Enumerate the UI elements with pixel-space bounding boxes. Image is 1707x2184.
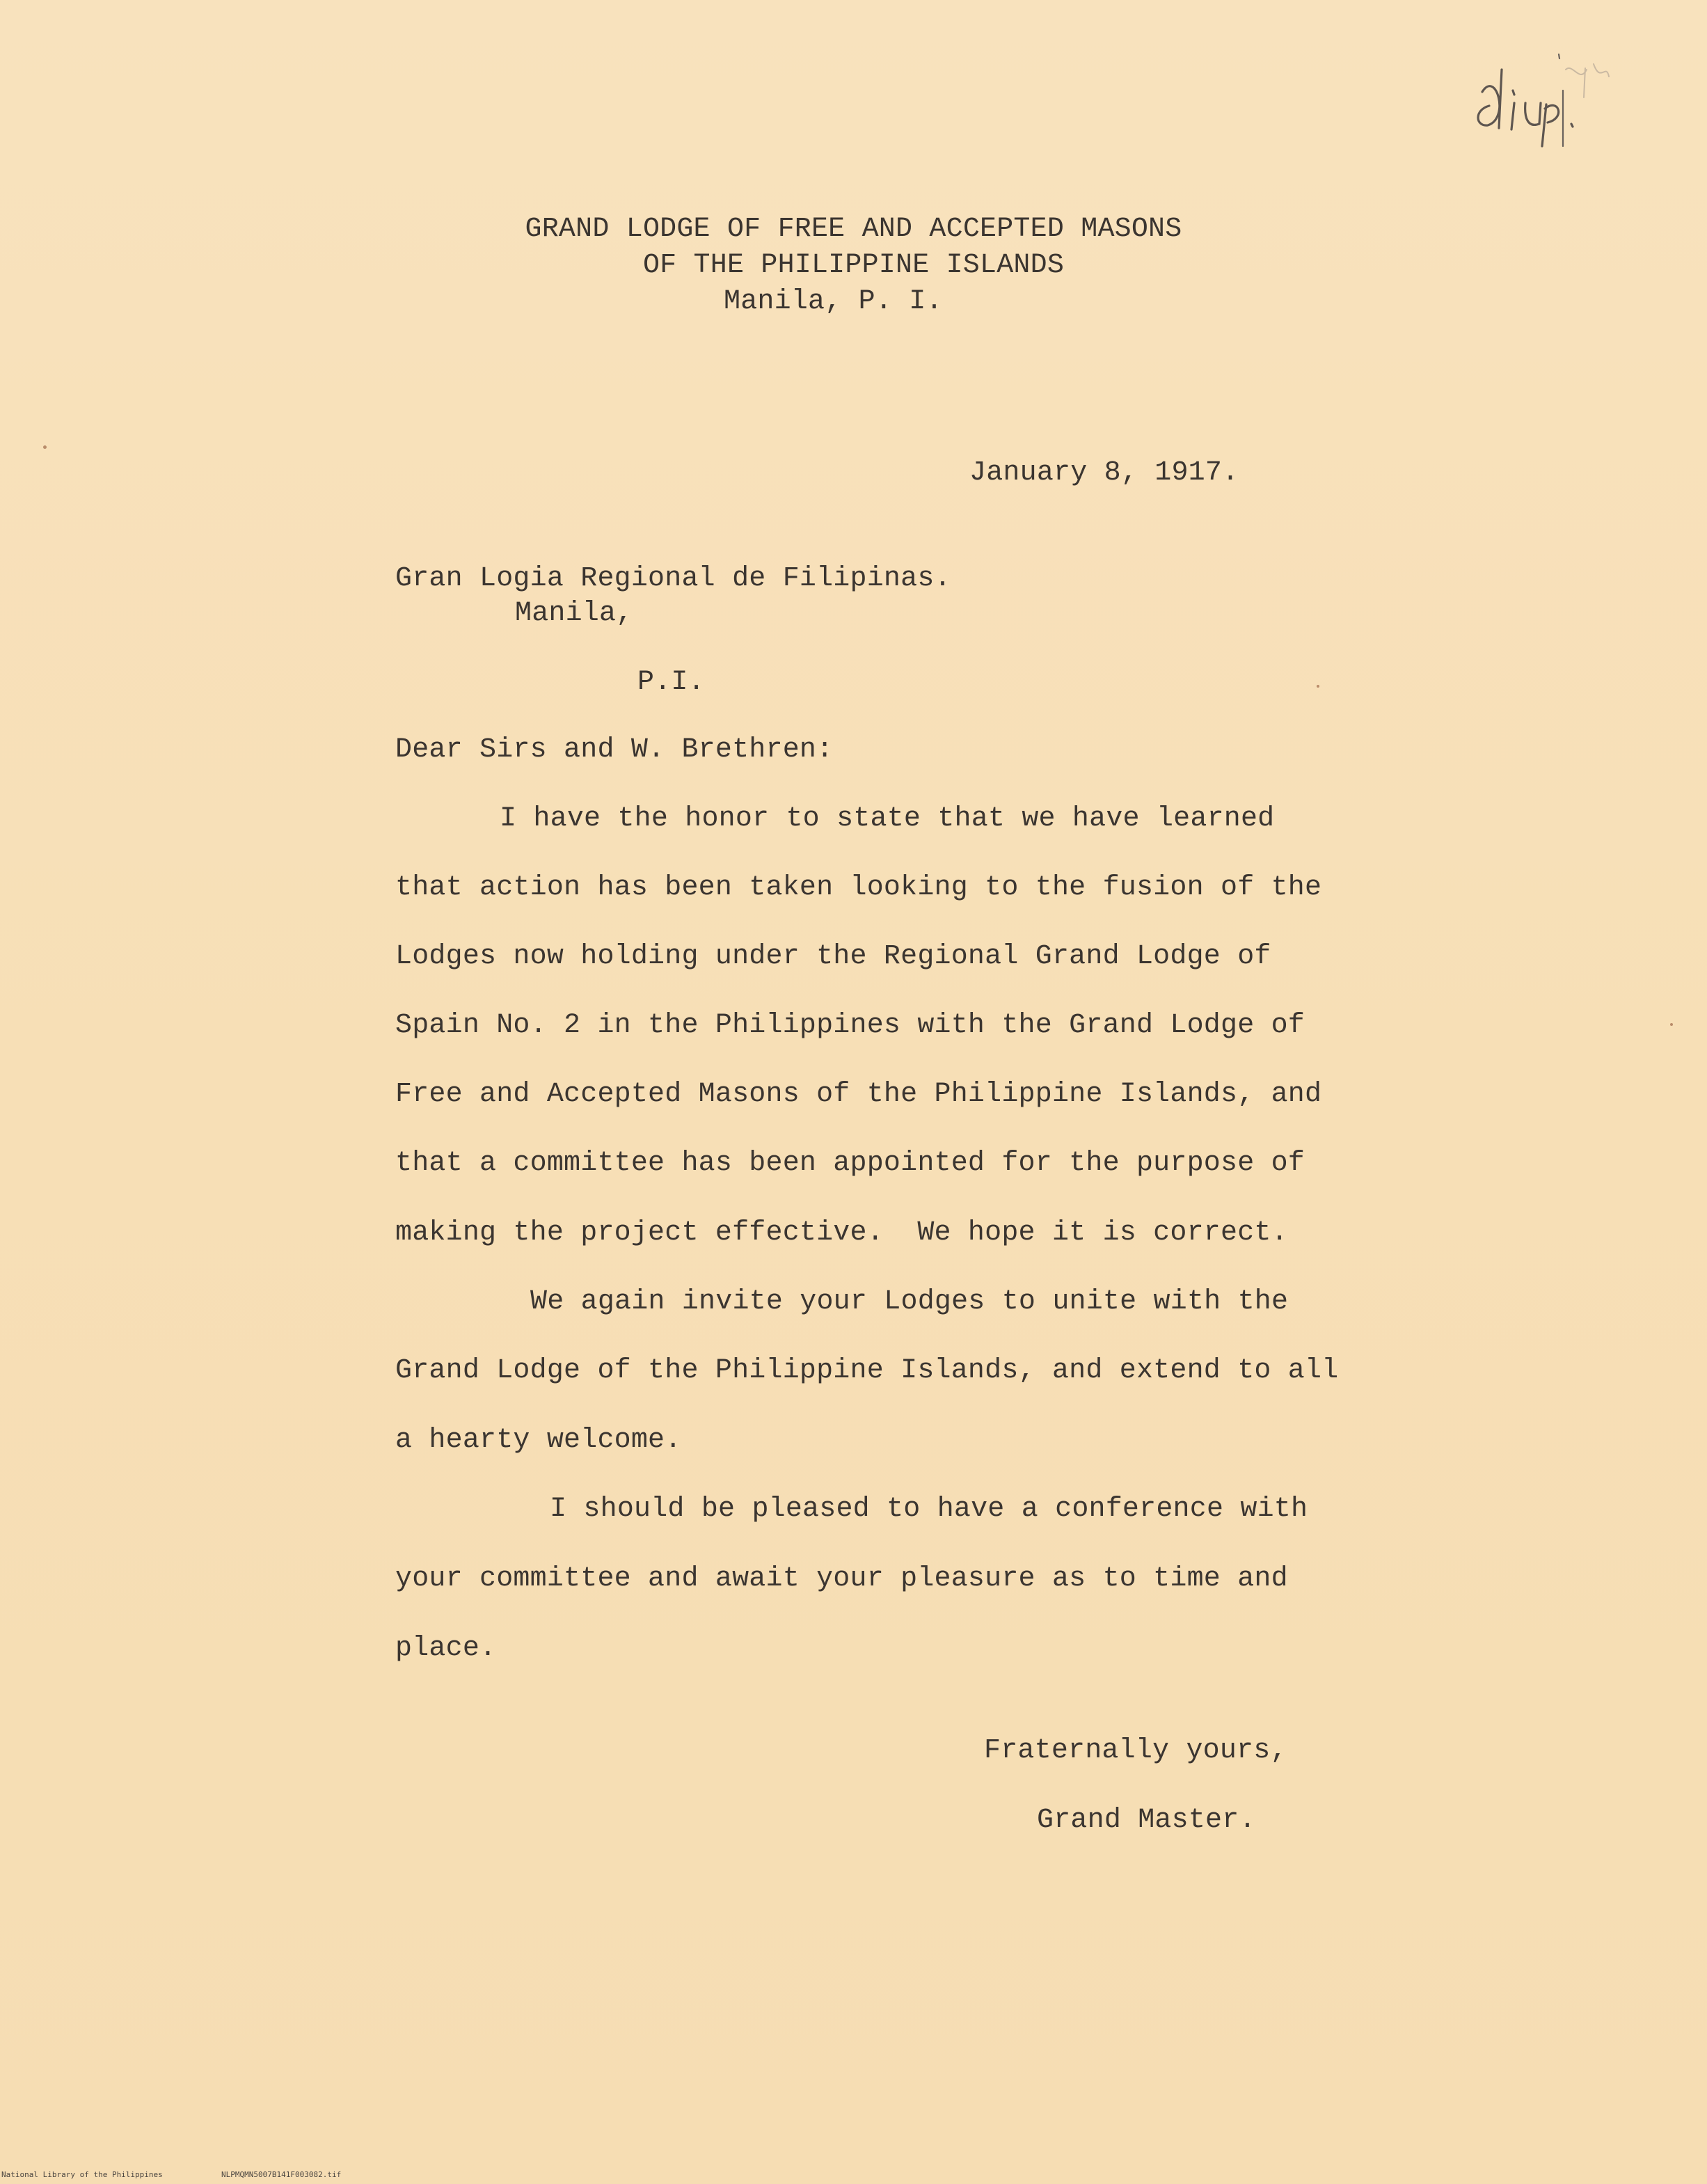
body-line-1: I have the honor to state that we have learned [500,803,1275,834]
recipient-city: Manila, [515,598,633,629]
body-line-10: a hearty welcome. [395,1425,682,1456]
signature-title: Grand Master. [1037,1805,1256,1836]
letter-date: January 8, 1917. [969,457,1239,489]
body-line-11: I should be pleased to have a conference with [550,1494,1308,1525]
body-line-13: place. [395,1633,497,1664]
letterhead-line-2: OF THE PHILIPPINE ISLANDS [642,250,1065,281]
letterhead-line-1: GRAND LODGE OF FREE AND ACCEPTED MASONS [525,214,1182,245]
body-line-2: that action has been taken looking to the fusion of the [395,872,1322,903]
closing: Fraternally yours, [984,1735,1287,1766]
salutation: Dear Sirs and W. Brethren: [395,734,834,766]
handwritten-annotation [1461,42,1614,153]
paper-speck [43,445,47,449]
paper-speck [1670,1023,1673,1026]
footer-institution: National Library of the Philippines [1,2170,163,2179]
letterhead-line-3: Manila, P. I. [724,286,943,317]
recipient-name: Gran Logia Regional de Filipinas. [395,563,951,594]
body-line-12: your committee and await your pleasure as to time and [395,1563,1288,1595]
paper-speck [1317,685,1319,688]
body-line-8: We again invite your Lodges to unite with the [530,1286,1289,1317]
body-line-4: Spain No. 2 in the Philippines with the Grand Lodge of [395,1010,1305,1041]
recipient-region: P.I. [637,667,705,698]
body-line-5: Free and Accepted Masons of the Philippine Islands, and [395,1079,1322,1110]
body-line-6: that a committee has been appointed for the purpose of [395,1148,1305,1179]
body-line-7: making the project effective. We hope it is correct. [395,1217,1288,1249]
footer-file-name: NLPMQMN5007B141F003082.tif [221,2170,342,2179]
body-line-3: Lodges now holding under the Regional Grand Lodge of [395,941,1271,972]
body-line-9: Grand Lodge of the Philippine Islands, and extend to all [395,1355,1339,1386]
